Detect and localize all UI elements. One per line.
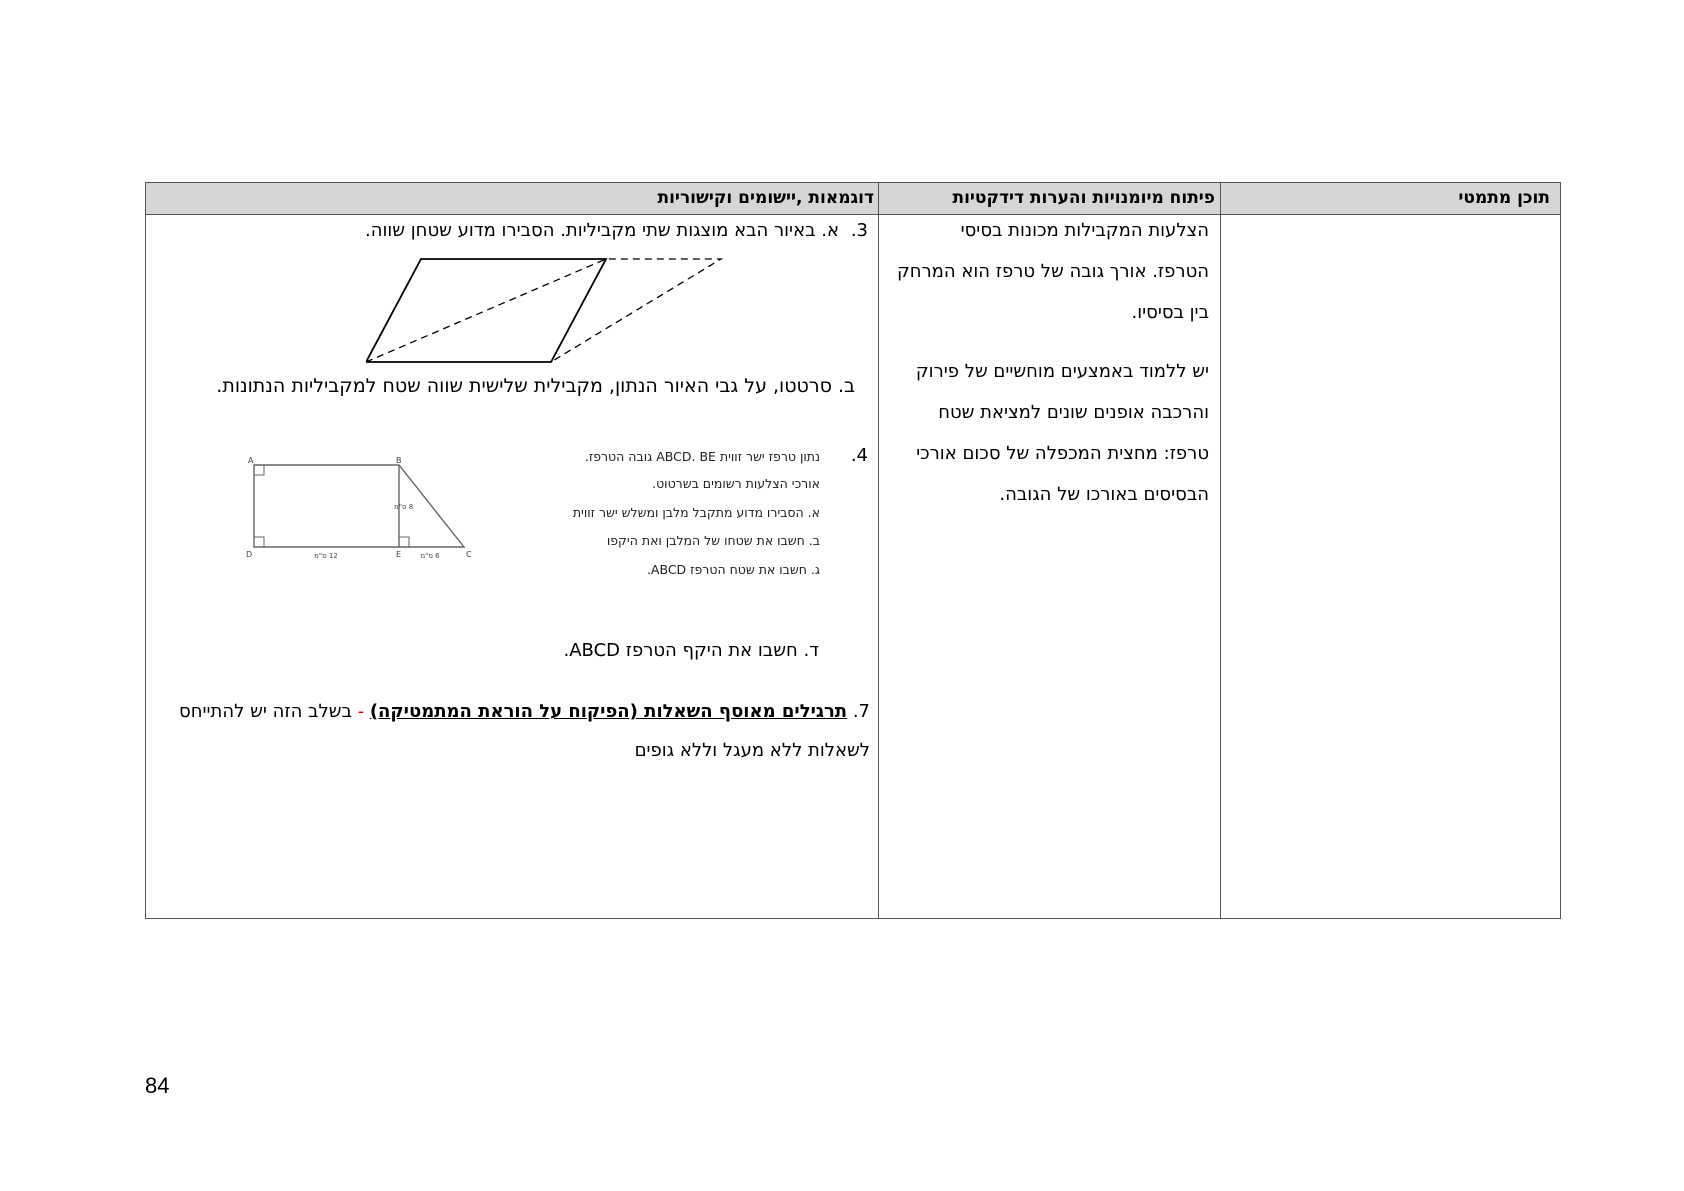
vertex-e-label: E	[396, 550, 402, 559]
question-4a: א. הסבירו מדוע מתקבל מלבן ומשלש ישר זווית	[572, 505, 820, 520]
header-didactic-notes: פיתוח מיומנויות והערות דידקטיות	[952, 188, 1215, 208]
didactic-line: הבסיסים באורכו של הגובה.	[999, 484, 1209, 505]
right-angle-e	[399, 537, 409, 547]
didactic-line: הצלעות המקבילות מכונות בסיסי	[960, 220, 1209, 241]
header-math-content: תוכן מתמטי	[1458, 188, 1550, 208]
question-7-rest: בשלב הזה יש להתייחס	[179, 701, 352, 722]
curriculum-table	[145, 182, 1561, 919]
page-number: 84	[145, 1073, 170, 1098]
question-4-line2: אורכי הצלעות רשומים בשרטוט.	[652, 476, 820, 491]
didactic-line: יש ללמוד באמצעים מוחשיים של פירוק	[915, 361, 1209, 382]
question-4d: ד. חשבו את היקף הטרפז ABCD.	[563, 640, 819, 661]
column-divider	[878, 183, 879, 918]
trapezoid-abcd	[254, 465, 464, 547]
question-bank-link[interactable]: תרגילים מאוסף השאלות (הפיקוח על הוראת המתמטיקה)	[369, 701, 848, 722]
trapezoid-figure	[244, 455, 484, 570]
question-3a-text: א. באיור הבא מוצגות שתי מקביליות. הסבירו מדוע שטחן שווה.	[365, 220, 839, 241]
parallelogram-dashed	[366, 259, 721, 362]
didactic-line: והרכבה אופנים שונים למציאת שטח	[938, 402, 1209, 423]
question-4-number: 4.	[850, 445, 868, 466]
parallelograms-figure	[366, 257, 726, 367]
right-angle-a	[254, 465, 264, 475]
vertex-b-label: B	[396, 456, 402, 465]
vertex-a-label: A	[248, 456, 254, 465]
de-length-label: 12 ס"מ	[314, 552, 338, 560]
separator-dash: -	[357, 701, 365, 722]
question-7-line2: לשאלות ללא מעגל וללא גופים	[634, 740, 870, 761]
height-label: 8 ס"מ	[394, 503, 414, 511]
header-examples: דוגמאות ,יישומים וקישוריות	[657, 188, 874, 208]
question-4b: ב. חשבו את שטחו של המלבן ואת היקפו	[606, 533, 820, 548]
didactic-line: הטרפז. אורך גובה של טרפז הוא המרחק	[896, 261, 1209, 282]
question-7-line1	[179, 701, 870, 722]
didactic-line: טרפז: מחצית המכפלה של סכום אורכי	[916, 443, 1209, 464]
vertex-d-label: D	[246, 550, 253, 559]
didactic-line: בין בסיסיו.	[1131, 302, 1209, 323]
question-4c: ג. חשבו את שטח הטרפז ABCD.	[646, 562, 820, 577]
right-angle-d	[254, 537, 264, 547]
question-3b-text: ב. סרטטו, על גבי האיור הנתון, מקבילית שלישית שווה שטח למקביליות הנתונות.	[216, 375, 855, 397]
question-3-number: 3.	[850, 220, 868, 241]
column-divider	[1220, 183, 1221, 918]
question-4-line1: נתון טרפז ישר זווית ABCD. BE גובה הטרפז.	[584, 449, 820, 464]
question-7-number: 7.	[852, 701, 870, 722]
vertex-c-label: C	[466, 550, 472, 559]
ec-length-label: 6 ס"מ	[420, 552, 440, 560]
table-header-row	[146, 183, 1560, 215]
